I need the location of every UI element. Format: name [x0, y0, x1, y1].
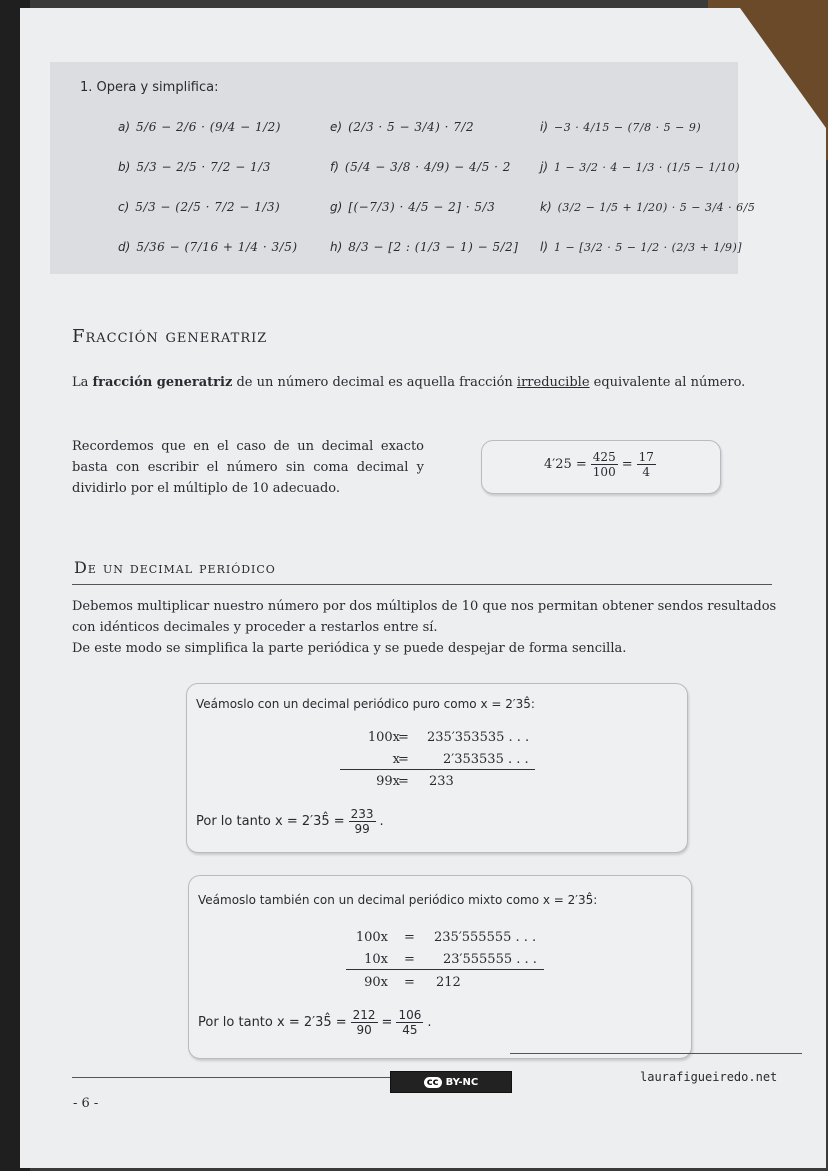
mixed-row2-eq: = — [404, 952, 415, 967]
exercise-title: 1. Opera y simplifica: — [80, 80, 219, 95]
section-divider — [72, 584, 772, 585]
mixed-result: Por lo tanto x = 2′35̂ = $\frac{212}{90}$ = $\frac{106}{45}$ . — [198, 1008, 432, 1037]
exercise-h: h) 8/3 − [2 : (1/3 − 1) − 5/2] — [330, 240, 519, 254]
exercise-d: d) 5/36 − (7/16 + 1/4 · 3/5) — [118, 240, 298, 254]
exercise-e: e) (2/3 · 5 − 3/4) · 7/2 — [330, 120, 475, 134]
pure-row2-lhs: x — [392, 752, 400, 767]
mixed-row1-rhs: 235′555555 . . . — [434, 930, 537, 945]
exact-decimal-text: Recordemos que en el caso de un decimal exacto basta con escribir el número sin coma decimal y dividirlo por el múltiplo de 10 adecuado. — [72, 439, 424, 496]
page-number: - 6 - — [73, 1096, 99, 1111]
periodic-text-2: De este modo se simplifica la parte periódica y se puede despejar de forma sencilla. — [72, 641, 627, 656]
generatriz-definition: La fracción generatriz de un número decimal es aquella fracción irreducible equivalente al número. — [72, 375, 746, 390]
mixed-row3-rhs: 212 — [436, 975, 461, 990]
exercise-i: i) −3 · 4/15 − (7/8 · 5 − 9) — [540, 120, 702, 134]
exercise-c: c) 5/3 − (2/5 · 7/2 − 1/3) — [118, 200, 281, 214]
pure-row2-rhs: 2′353535 . . . — [443, 752, 529, 767]
exercise-g: g) [(−7/3) · 4/5 − 2] · 5/3 — [330, 200, 496, 214]
pure-row2-eq: = — [398, 752, 409, 767]
mixed-row1-eq: = — [404, 930, 415, 945]
exact-example: 4′25 = $\frac{425}{100}$ = $\frac{17}{4}$ — [544, 450, 654, 479]
footer-site: laurafigueiredo.net — [640, 1070, 778, 1084]
exercise-k: k) (3/2 − 1/5 + 1/20) · 5 − 3/4 · 6/5 — [540, 200, 756, 214]
exercise-j: j) 1 − 3/2 · 4 − 1/3 · (1/5 − 1/10) — [540, 160, 741, 174]
pure-row3-eq: = — [398, 774, 409, 789]
footer-rule-right — [510, 1053, 802, 1054]
pure-row1-rhs: 235′353535 . . . — [427, 730, 530, 745]
mixed-row3-eq: = — [404, 975, 415, 990]
heading-decimal-periodico: De un decimal periódico — [74, 558, 276, 577]
exercise-l: l) 1 − [3/2 · 5 − 1/2 · (2/3 + 1/9)] — [540, 240, 743, 254]
pure-periodic-intro: Veámoslo con un decimal periódico puro como x = 2′35̂: — [196, 697, 535, 711]
license-badge: cc BY-NC — [390, 1071, 512, 1093]
pure-result: Por lo tanto x = 2′35̂ = $\frac{233}{99}$ . — [196, 807, 384, 836]
exercise-a: a) 5/6 − 2/6 · (9/4 − 1/2) — [118, 120, 281, 134]
pure-row3-rhs: 233 — [429, 774, 454, 789]
exercise-b: b) 5/3 − 2/5 · 7/2 − 1/3 — [118, 160, 271, 174]
pure-row1-eq: = — [398, 730, 409, 745]
mixed-row3-lhs: 90x — [364, 975, 388, 990]
pure-row3-lhs: 99x — [376, 774, 400, 789]
mixed-row2-rhs: 23′555555 . . . — [443, 952, 537, 967]
footer-rule-left — [72, 1077, 390, 1078]
pure-row1-lhs: 100x — [367, 730, 400, 745]
heading-fraccion-generatriz: Fracción generatriz — [72, 326, 268, 347]
exercise-f: f) (5/4 − 3/8 · 4/9) − 4/5 · 2 — [330, 160, 511, 174]
mixed-row2-lhs: 10x — [364, 952, 388, 967]
mixed-periodic-intro: Veámoslo también con un decimal periódico mixto como x = 2′35̂: — [198, 893, 598, 907]
mixed-subtraction-line — [346, 969, 544, 970]
mixed-row1-lhs: 100x — [355, 930, 388, 945]
pure-subtraction-line — [340, 769, 535, 770]
periodic-text-1: Debemos multiplicar nuestro número por dos múltiplos de 10 que nos permitan obtener sendos resultados con idénticos decimales y proceder a restarlos entre sí. — [72, 599, 777, 635]
